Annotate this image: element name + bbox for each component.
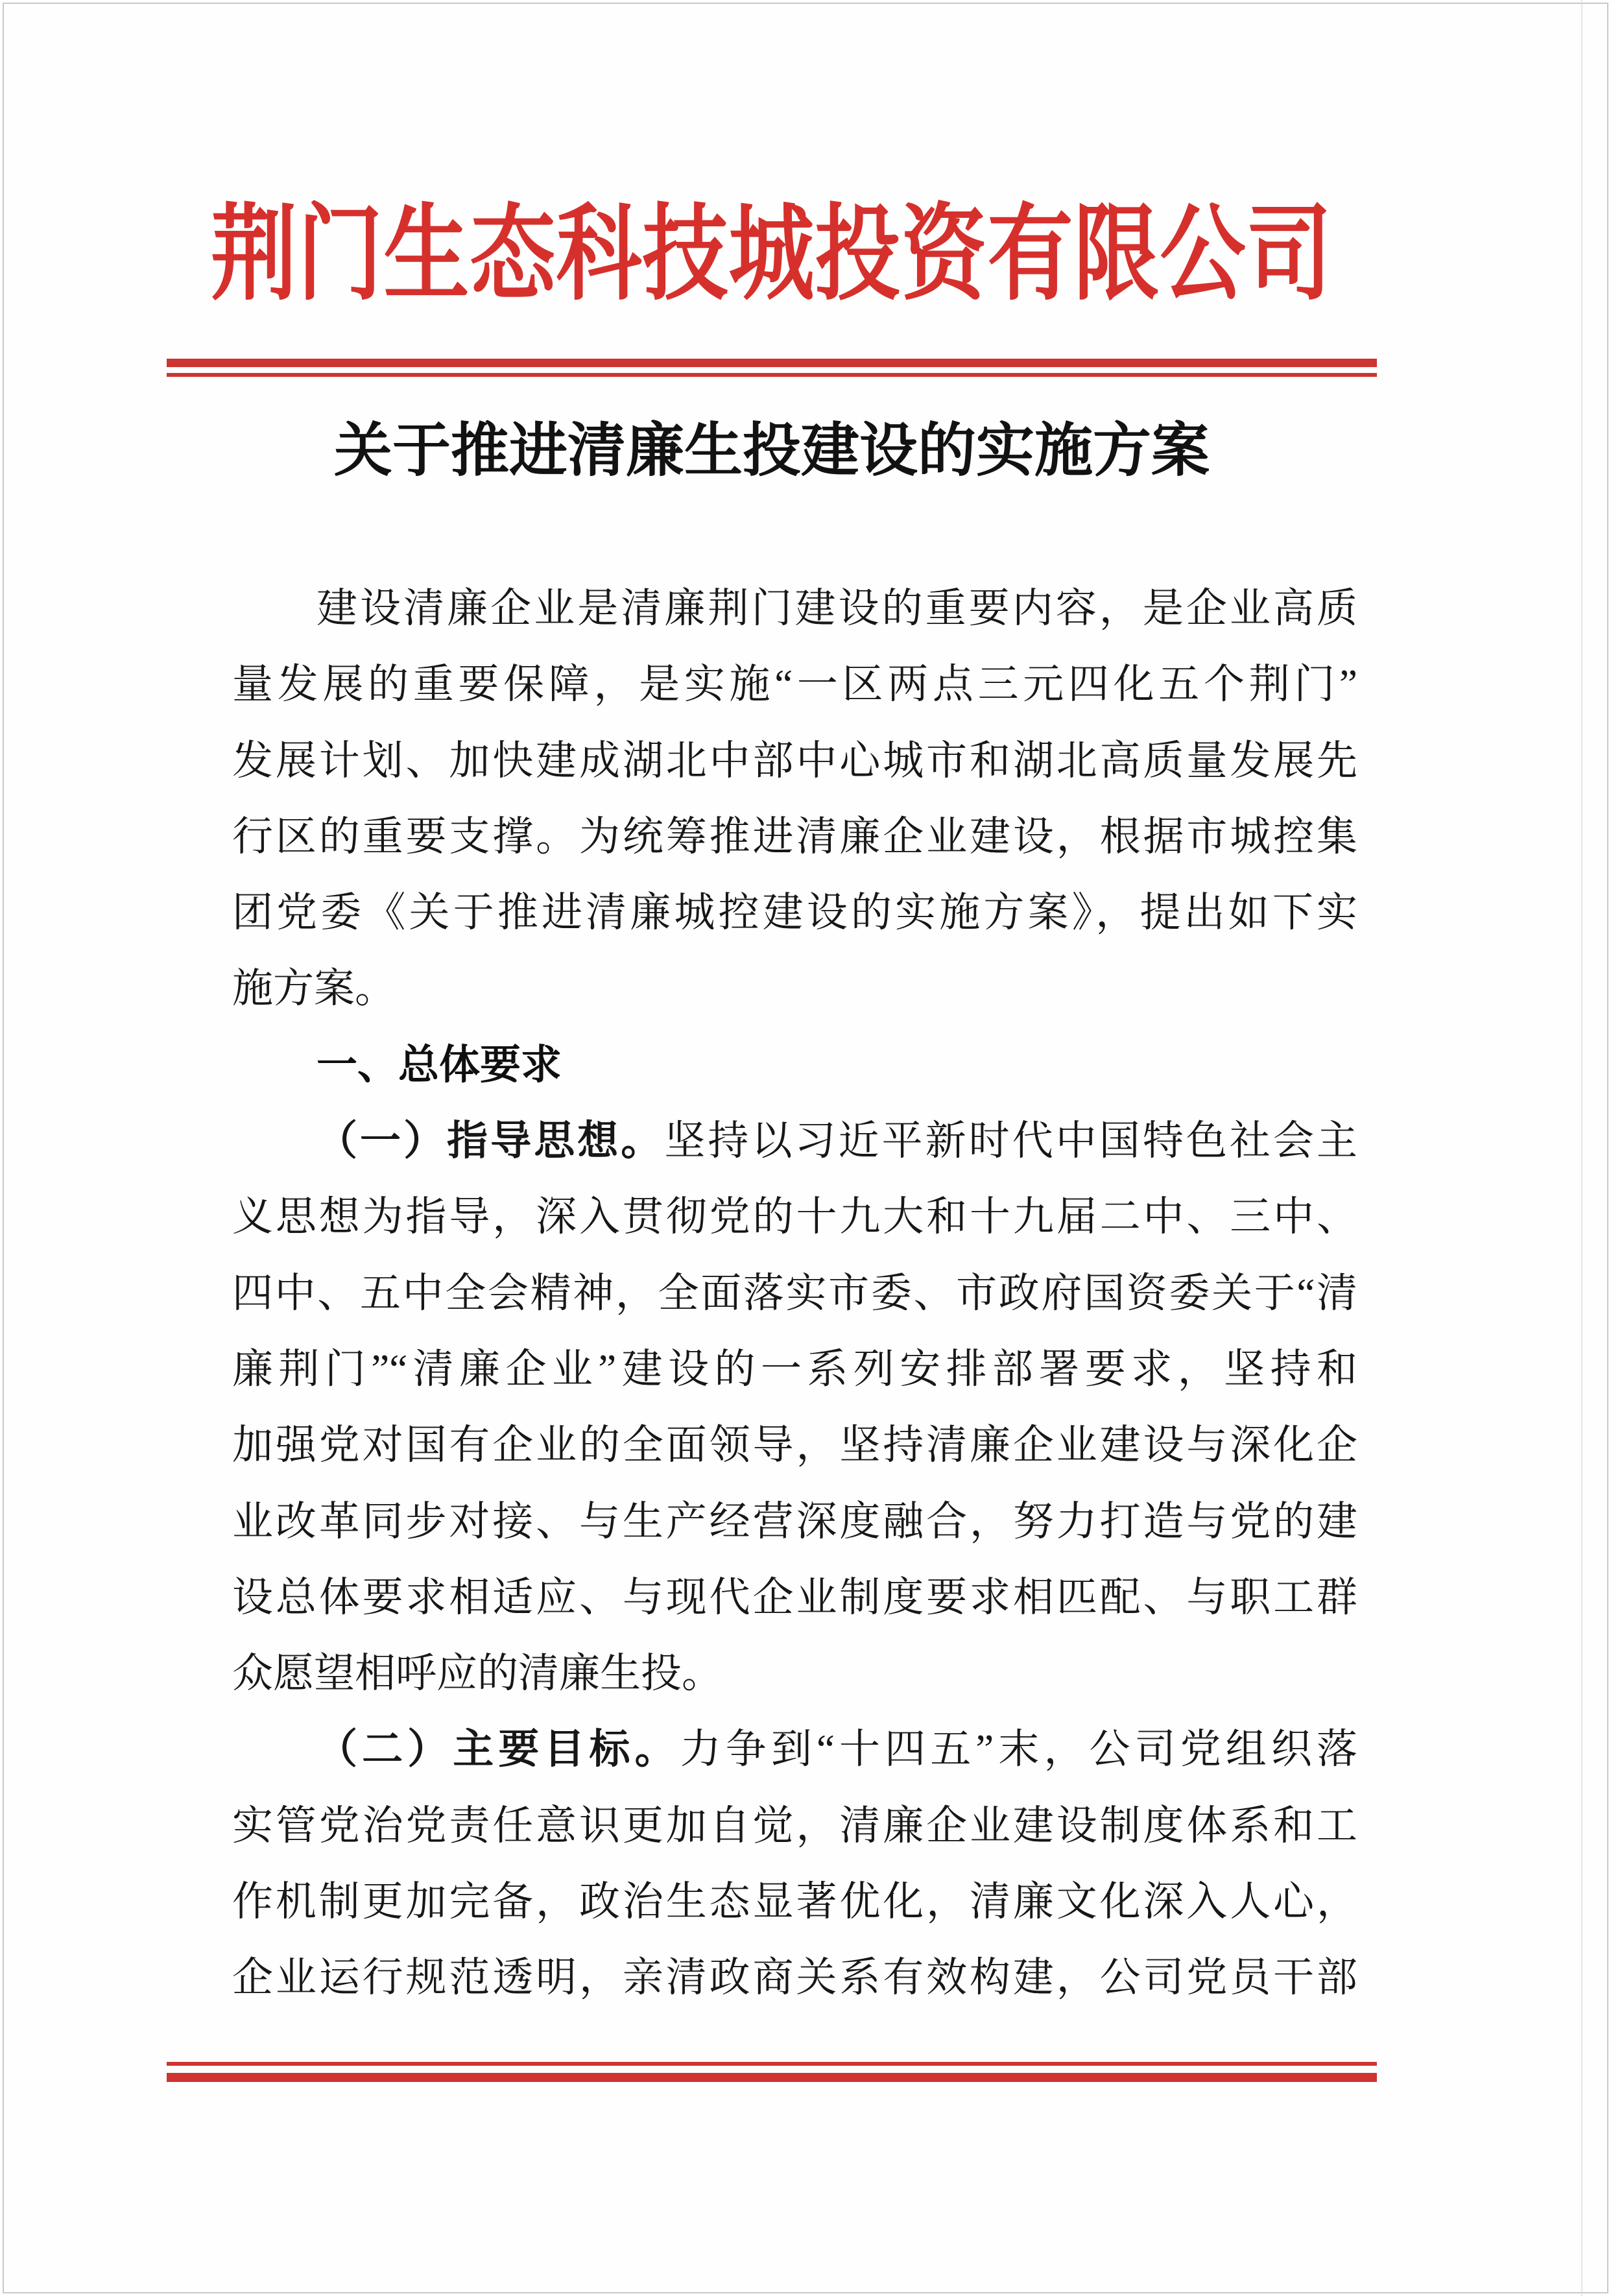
body-line: 团党委《关于推进清廉城控建设的实施方案》，提出如下实	[232, 890, 1357, 936]
body-line: 施方案。	[232, 966, 396, 1012]
body-line: 加强党对国有企业的全面领导，坚持清廉企业建设与深化企	[232, 1422, 1357, 1468]
footer-rule-thin	[167, 2062, 1377, 2066]
body-line: 义思想为指导，深入贯彻党的十九大和十九届二中、三中、	[232, 1194, 1357, 1240]
body-line-text: 坚持以习近平新时代中国特色社会主	[664, 1118, 1357, 1164]
body-line: 众愿望相呼应的清廉生投。	[232, 1651, 722, 1697]
body-line: 作机制更加完备，政治生态显著优化，清廉文化深入人心，	[232, 1879, 1357, 1925]
body-line	[232, 1712, 1357, 1788]
subsection-lead: （一）指导思想。	[316, 1118, 665, 1164]
document-title: 关于推进清廉生投建设的实施方案	[334, 419, 1210, 483]
body-line: 企业运行规范透明，亲清政商关系有效构建，公司党员干部	[232, 1955, 1357, 2001]
scan-edge-line	[1581, 0, 1582, 2296]
body-line	[232, 1103, 1357, 1179]
body-line: 廉荆门”“清廉企业”建设的一系列安排部署要求，坚持和	[232, 1346, 1357, 1392]
footer-rule-thick	[167, 2073, 1377, 2082]
body-line: 量发展的重要保障，是实施“一区两点三元四化五个荆门”	[232, 662, 1357, 708]
document-body	[232, 571, 1357, 2016]
body-line-text: 力争到“十四五”末，公司党组织落	[680, 1727, 1357, 1773]
header-rule-thin	[167, 373, 1377, 377]
body-line: 行区的重要支撑。为统筹推进清廉企业建设，根据市城控集	[232, 813, 1357, 859]
body-line: 四中、五中全会精神，全面落实市委、市政府国资委关于“清	[232, 1270, 1357, 1316]
body-line: 发展计划、加快建成湖北中部中心城市和湖北高质量发展先	[232, 737, 1357, 783]
header-rule-thick	[167, 359, 1377, 367]
body-line: 设总体要求相适应、与现代企业制度要求相匹配、与职工群	[232, 1574, 1357, 1620]
subsection-lead: （二）主要目标。	[316, 1727, 680, 1773]
body-line: 建设清廉企业是清廉荆门建设的重要内容，是企业高质	[316, 586, 1357, 631]
body-line: 实管党治党责任意识更加自觉，清廉企业建设制度体系和工	[232, 1802, 1357, 1848]
body-line: 业改革同步对接、与生产经营深度融合，努力打造与党的建	[232, 1498, 1357, 1544]
section-heading: 一、总体要求	[316, 1042, 562, 1088]
letterhead-company-name: 荆门生态科技城投资有限公司	[211, 197, 1333, 313]
